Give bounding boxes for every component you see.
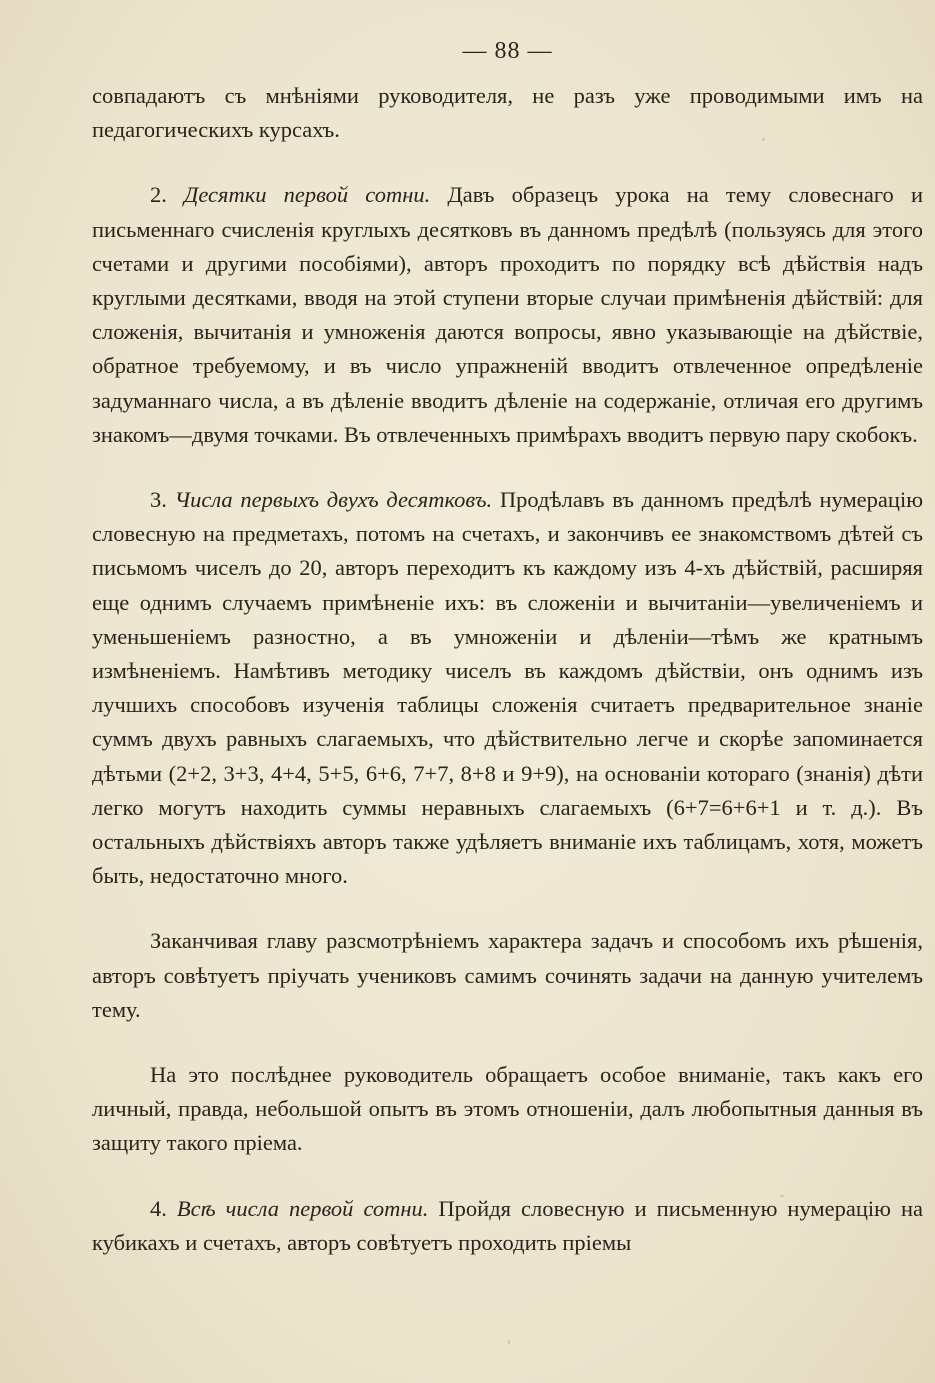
paragraph-text: На это послѣднее руководитель обращаетъ особое вниманіе, такъ какъ его личный, правда, небольшой опытъ въ этомъ отношеніи, далъ любопытныя данныя въ защиту такого пріема. bbox=[92, 1062, 923, 1156]
section-number: 4. bbox=[150, 1195, 167, 1221]
paragraph-continuation bbox=[92, 79, 923, 147]
paragraph-gap bbox=[92, 893, 923, 924]
section-heading: Числа первыхъ двухъ десятковъ. bbox=[174, 487, 493, 513]
paper-speck bbox=[508, 1340, 510, 1344]
chapter-summary-paragraph bbox=[92, 924, 923, 1027]
section-heading: Десятки первой сотни. bbox=[184, 182, 431, 208]
section-4-paragraph bbox=[92, 1192, 923, 1260]
section-heading: Всѣ числа первой сотни. bbox=[176, 1195, 429, 1221]
section-2-paragraph bbox=[92, 178, 923, 452]
paragraph-gap bbox=[92, 1161, 923, 1192]
paragraph-text: Пройдя словесную и письменную нумерацію на кубикахъ и счетахъ, авторъ совѣтуетъ проходить пріемы bbox=[92, 1195, 923, 1255]
section-3-paragraph bbox=[92, 483, 923, 893]
paper-speck bbox=[762, 138, 765, 141]
paragraph-text: Заканчивая главу разсмотрѣніемъ характера задачъ и способомъ ихъ рѣшенія, авторъ совѣтуетъ пріучать учениковъ самимъ сочинять задачи на данную учителемъ тему. bbox=[92, 928, 923, 1022]
section-number: 2. bbox=[150, 182, 167, 208]
paragraph-gap bbox=[92, 452, 923, 483]
paper-speck bbox=[780, 1195, 784, 1197]
paragraph-text: совпадаютъ съ мнѣніями руководителя, не разъ уже проводимыми имъ на педагогическихъ курсахъ. bbox=[92, 83, 923, 143]
paragraph-text: Продѣлавъ въ данномъ предѣлѣ нумерацію словесную на предметахъ, потомъ на счетахъ, и закончивъ ее знакомствомъ дѣтей съ письмомъ чиселъ до 20, авторъ переходитъ къ каждому изъ 4-хъ дѣйствій, расширяя еще однимъ случаемъ примѣненіе ихъ: въ сложеніи и вычитаніи—увеличеніемъ и уменьшеніемъ разностно, а въ умноженіи и дѣленіи—тѣмъ же кратнымъ измѣненіемъ. Намѣтивъ методику чиселъ въ каждомъ дѣйствіи, онъ однимъ изъ лучшихъ способовъ изученія таблицы сложенія считаетъ предварительное знаніе суммъ двухъ равныхъ слагаемыхъ, что дѣйствительно легче и скорѣе запоминается дѣтьми (2+2, 3+3, 4+4, 5+5, 6+6, 7+7, 8+8 и 9+9), на основаніи котораго (знанія) дѣти легко могутъ находить суммы неравныхъ слагаемыхъ (6+7=6+6+1 и т. д.). Въ остальныхъ дѣйствіяхъ авторъ также удѣляетъ вниманіе ихъ таблицамъ, хотя, можетъ быть, недостаточно много. bbox=[92, 487, 924, 889]
paragraph-gap bbox=[92, 147, 923, 178]
section-number: 3. bbox=[150, 487, 167, 513]
paragraph-text: Давъ образецъ урока на тему словеснаго и письменнаго счисленія круглыхъ десятковъ въ данномъ предѣлѣ (пользуясь для этого счетами и другими пособіями), авторъ проходитъ по порядку всѣ дѣйствія надъ круглыми десятками, вводя на этой ступени вторые случаи примѣненія дѣйствій: для сложенія, вычитанія и умноженія даются вопросы, явно указывающіе на дѣйствіе, обратное требуемому, и въ число упражненій вводитъ отвлеченное опредѣленіе задуманнаго числа, а въ дѣленіе вводитъ дѣленіе на содержаніе, отличая его другимъ знакомъ—двумя точками. Въ отвлеченныхъ примѣрахъ вводитъ первую пару скобокъ. bbox=[92, 182, 923, 447]
guide-note-paragraph bbox=[92, 1058, 923, 1161]
page-number: — 88 — bbox=[462, 38, 553, 64]
paragraph-gap bbox=[92, 1027, 923, 1058]
